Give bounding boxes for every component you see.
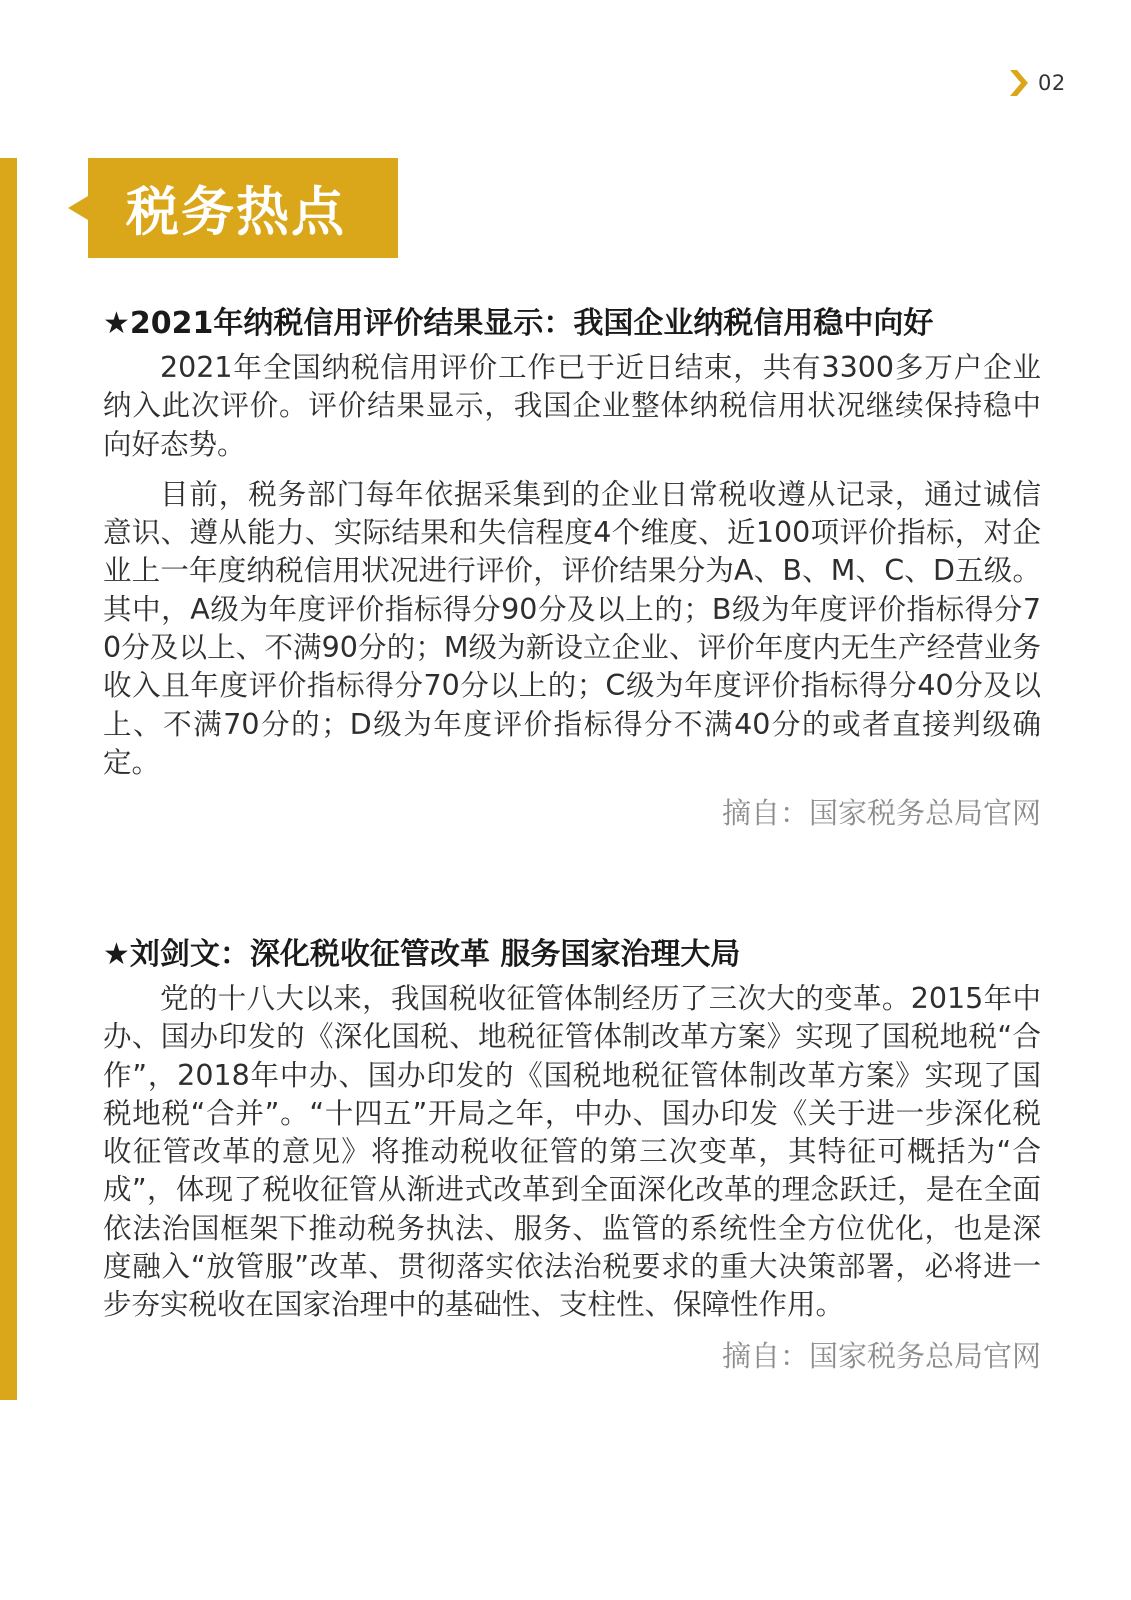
article-paragraph: 党的十八大以来，我国税收征管体制经历了三次大的变革。2015年中办、国办印发的《深化国税、地税征管体制改革方案》实现了国税地税“合作”，2018年中办、国办印发的《国税地税征管体制改革方案》实现了国税地税“合并”。“十四五”开局之年，中办、国办印发《关于进一步深化税收征管改革的意见》将推动税收征管的第三次变革，其特征可概括为“合成”，体现了税收征管从渐进式改革到全面深化改革的理念跃迁，是在全面依法治国框架下推动税务执法、服务、监管的系统性全方位优化，也是深度融入“放管服”改革、贯彻落实依法治税要求的重大决策部署，必将进一步夯实税收在国家治理中的基础性、支柱性、保障性作用。 [103,982,1041,1322]
article-title: ★2021年纳税信用评价结果显示：我国企业纳税信用稳中向好 [103,306,934,341]
article-source: 摘自：国家税务总局官网 [721,1338,1041,1373]
side-accent-bar [0,158,17,1400]
chevron-right-icon [1010,70,1028,96]
article [103,305,1041,832]
section-title: 税务热点 [126,182,346,243]
article-paragraph: 目前，税务部门每年依据采集到的企业日常税收遵从记录，通过诚信意识、遵从能力、实际结果和失信程度4个维度、近100项评价指标，对企业上一年度纳税信用状况进行评价，评价结果分为A、B、M、C、D五级。其中，A级为年度评价指标得分90分及以上的；B级为年度评价指标得分70分及以上、不满90分的；M级为新设立企业、评价年度内无生产经营业务收入且年度评价指标得分70分以上的；C级为年度评价指标得分40分及以上、不满70分的；D级为年度评价指标得分不满40分的或者直接判级确定。 [103,477,1041,779]
article-paragraph: 2021年全国纳税信用评价工作已于近日结束，共有3300多万户企业纳入此次评价。评价结果显示，我国企业整体纳税信用状况继续保持稳中向好态势。 [103,351,1041,461]
page-number [1010,68,1066,98]
banner-notch [68,196,88,220]
section-banner [88,158,398,258]
article-title: ★刘剑文：深化税收征管改革 服务国家治理大局 [103,937,741,972]
article-source: 摘自：国家税务总局官网 [721,796,1041,831]
article [103,936,1041,1375]
page-number-text: 02 [1038,71,1066,95]
